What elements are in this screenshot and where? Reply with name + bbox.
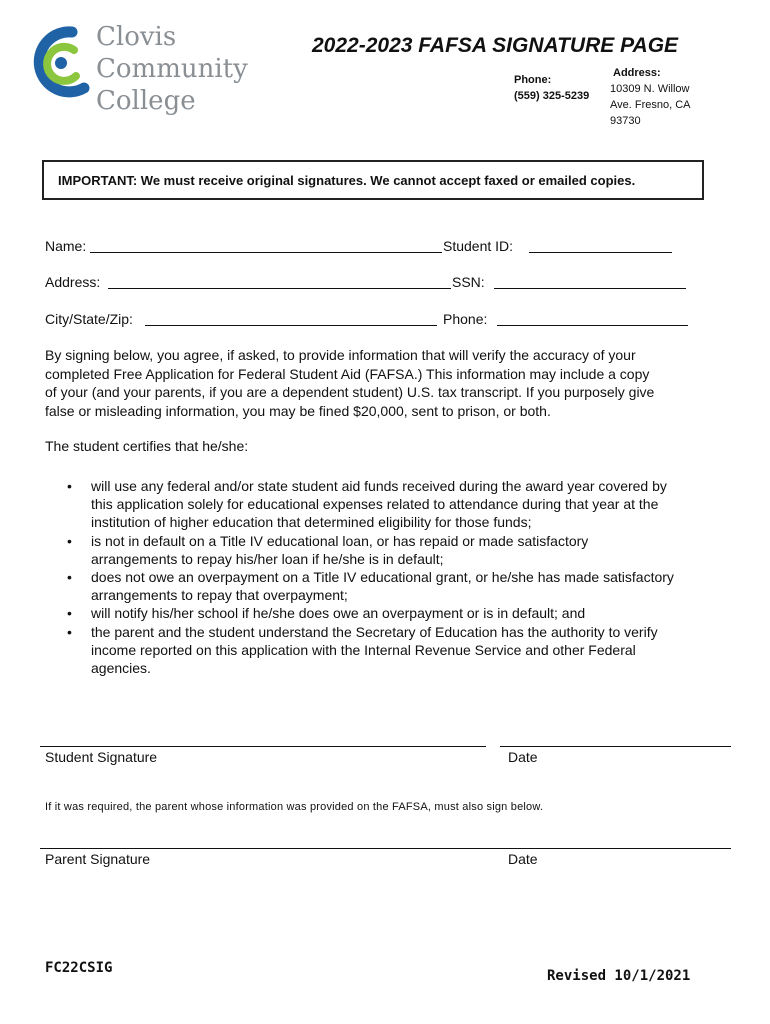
important-notice-box	[42, 160, 704, 200]
address-line[interactable]	[108, 288, 451, 289]
address-field-label: Address:	[45, 274, 101, 290]
logo-text-college: College	[96, 86, 196, 116]
city-state-zip-label: City/State/Zip:	[45, 311, 133, 327]
agreement-line-1: By signing below, you agree, if asked, to provide information that will verify the accuracy of your	[45, 347, 636, 363]
agreement-line-4: false or misleading information, you may be fined $20,000, sent to prison, or both.	[45, 402, 551, 419]
bullet-line: is not in default on a Title IV educational loan, or has repaid or made satisfactory	[91, 532, 589, 549]
contact-address	[610, 65, 691, 129]
name-label: Name:	[45, 238, 87, 254]
page-title: 2022-2023 FAFSA SIGNATURE PAGE	[312, 34, 679, 57]
list-item	[45, 568, 745, 604]
agreement-paragraph	[45, 346, 745, 420]
address-line-3: 93730	[610, 115, 641, 127]
parent-note: If it was required, the parent whose information was provided on the FAFSA, must also sign below.	[45, 801, 544, 813]
phone-line[interactable]	[497, 325, 688, 326]
ssn-label: SSN:	[452, 274, 485, 290]
logo-text-community: Community	[96, 54, 248, 84]
college-logo	[28, 18, 248, 122]
student-id-line[interactable]	[529, 252, 672, 253]
bullet-line: the parent and the student understand the Secretary of Education has the authority to verify	[91, 623, 658, 640]
address-line-2: Ave. Fresno, CA	[610, 99, 691, 111]
student-signature-line[interactable]	[40, 746, 486, 747]
parent-signature-line[interactable]	[40, 848, 731, 849]
parent-signature-label: Parent Signature	[45, 851, 151, 867]
student-signature-label: Student Signature	[45, 749, 158, 765]
agreement-line-3: of your (and your parents, if you are a dependent student) U.S. tax transcript. If you purposely give	[45, 384, 655, 401]
bullet-line: agencies.	[91, 660, 151, 677]
certification-list	[45, 477, 745, 677]
revised-date: Revised 10/1/2021	[547, 968, 691, 984]
phone-label: Phone:	[514, 74, 552, 86]
form-code: FC22CSIG	[45, 960, 113, 976]
contact-phone	[514, 72, 589, 104]
parent-date-label: Date	[508, 851, 538, 867]
college-logo-mark	[28, 22, 92, 106]
important-notice-text: IMPORTANT: We must receive original signatures. We cannot accept faxed or emailed copies.	[58, 173, 636, 188]
bullet-icon: •	[67, 623, 72, 640]
bullet-icon: •	[67, 478, 72, 494]
bullet-line: arrangements to repay that overpayment;	[91, 587, 348, 604]
bullet-icon: •	[67, 569, 72, 586]
bullet-icon: •	[67, 605, 72, 622]
bullet-line: does not owe an overpayment on a Title IV educational grant, or he/she has made satisfactory	[91, 569, 674, 586]
certifies-heading: The student certifies that he/she:	[45, 438, 249, 454]
address-label: Address:	[613, 67, 661, 79]
list-item	[45, 477, 745, 532]
logo-text-clovis: Clovis	[96, 22, 177, 52]
list-item	[45, 623, 745, 678]
address-line-1: 10309 N. Willow	[610, 83, 690, 95]
phone-field-label: Phone:	[443, 311, 488, 327]
city-state-zip-line[interactable]	[145, 325, 437, 326]
bullet-line: arrangements to repay his/her loan if he/she is in default;	[91, 550, 444, 567]
bullet-line: will use any federal and/or state student aid funds received during the award year covered by	[91, 478, 667, 494]
name-line[interactable]	[90, 252, 442, 253]
phone-value: (559) 325-5239	[514, 90, 590, 102]
list-item	[45, 604, 745, 622]
bullet-line: will notify his/her school if he/she does owe an overpayment or is in default; and	[91, 605, 586, 622]
bullet-line: this application solely for educational expenses related to attendance during that year at the	[91, 496, 659, 513]
list-item	[45, 532, 745, 568]
bullet-line: institution of higher education that determined eligibility for those funds;	[91, 514, 532, 531]
bullet-icon: •	[67, 532, 72, 549]
bullet-line: income reported on this application with the Internal Revenue Service and other Federal	[91, 641, 636, 658]
student-id-label: Student ID:	[443, 238, 514, 254]
ssn-line[interactable]	[494, 288, 686, 289]
student-date-line[interactable]	[500, 746, 731, 747]
agreement-line-2: completed Free Application for Federal Student Aid (FAFSA.) This information may include a copy	[45, 365, 650, 382]
student-date-label: Date	[508, 749, 538, 765]
